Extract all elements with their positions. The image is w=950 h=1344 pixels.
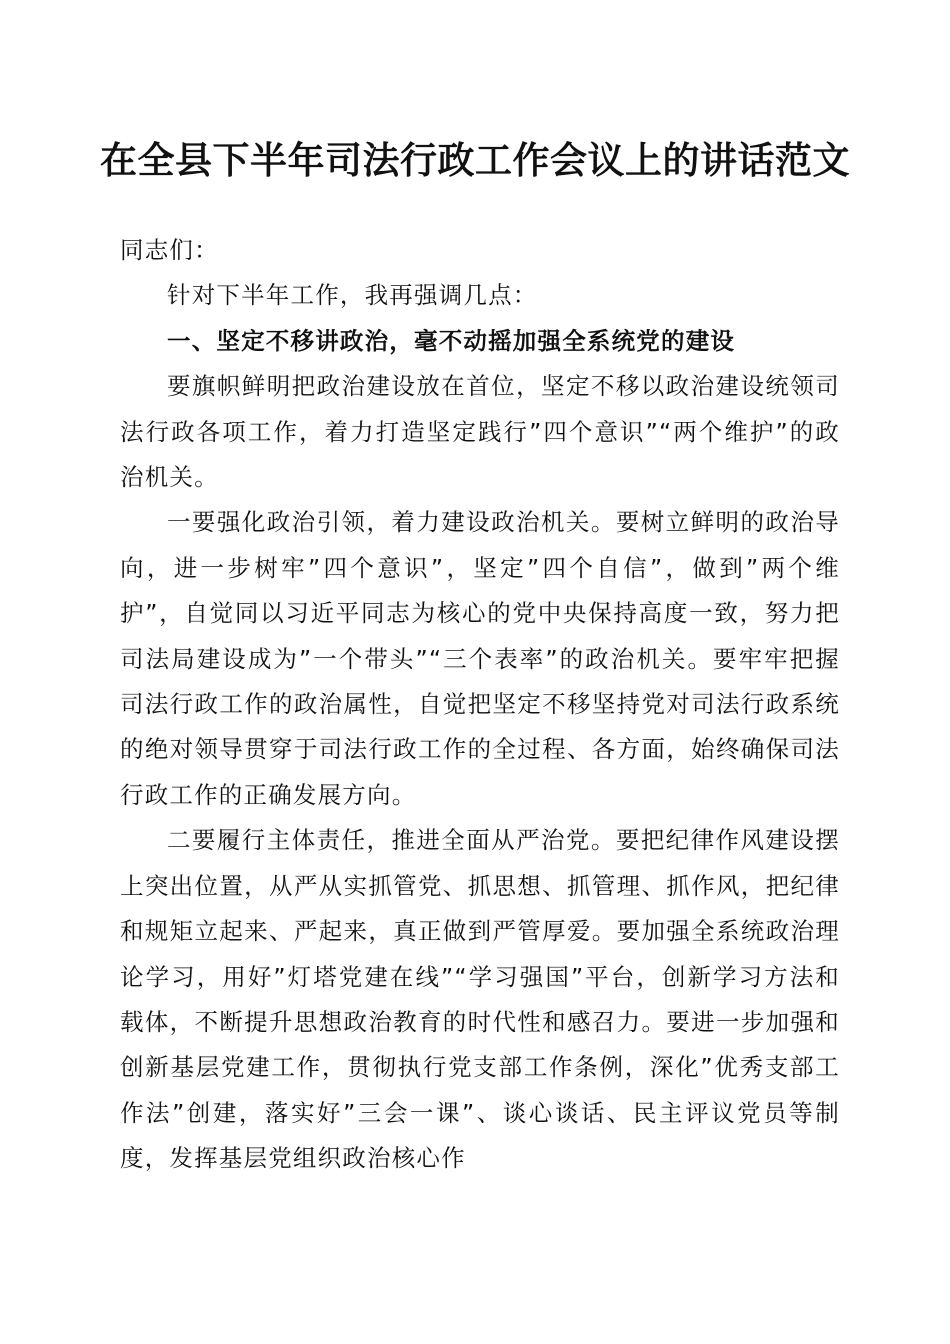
body-paragraph: 二要履行主体责任，推进全面从严治党。要把纪律作风建设摆上突出位置，从严从实抓管党、抓思想、抓管理、抓作风，把纪律和规矩立起来、严起来，真正做到严管厚爱。要加强全系统政治理论学习，用好”灯塔党建在线”“学习强国”平台，创新学习方法和载体，不断提升思想政治教育的时代性和感召力。要进一步加强和创新基层党建工作，贯彻执行党支部工作条例，深化”优秀支部工作法”创建，落实好”三会一课”、谈心谈话、民主评议党员等制度，发挥基层党组织政治核心作 (120, 826, 840, 1173)
intro-paragraph: 针对下半年工作，我再强调几点： (167, 281, 538, 310)
salutation: 同志们： (120, 236, 219, 264)
body-paragraph: 要旗帜鲜明把政治建设放在首位，坚定不移以政治建设统领司法行政各项工作，着力打造坚定践行”四个意识”“两个维护”的政治机关。 (120, 372, 840, 492)
document-body (120, 228, 840, 1182)
document-title: 在全县下半年司法行政工作会议上的讲话范文 (100, 138, 850, 182)
body-paragraph: 一要强化政治引领，着力建设政治机关。要树立鲜明的政治导向，进一步树牢”四个意识”，坚定”四个自信”，做到”两个维护”，自觉同以习近平同志为核心的党中央保持高度一致，努力把司法局建设成为”一个带头”“三个表率”的政治机关。要牢牢把握司法行政工作的政治属性，自觉把坚定不移坚持党对司法行政系统的绝对领导贯穿于司法行政工作的全过程、各方面，始终确保司法行政工作的正确发展方向。 (120, 508, 840, 809)
section-heading: 一、坚定不移讲政治，毫不动摇加强全系统党的建设 (167, 326, 736, 355)
